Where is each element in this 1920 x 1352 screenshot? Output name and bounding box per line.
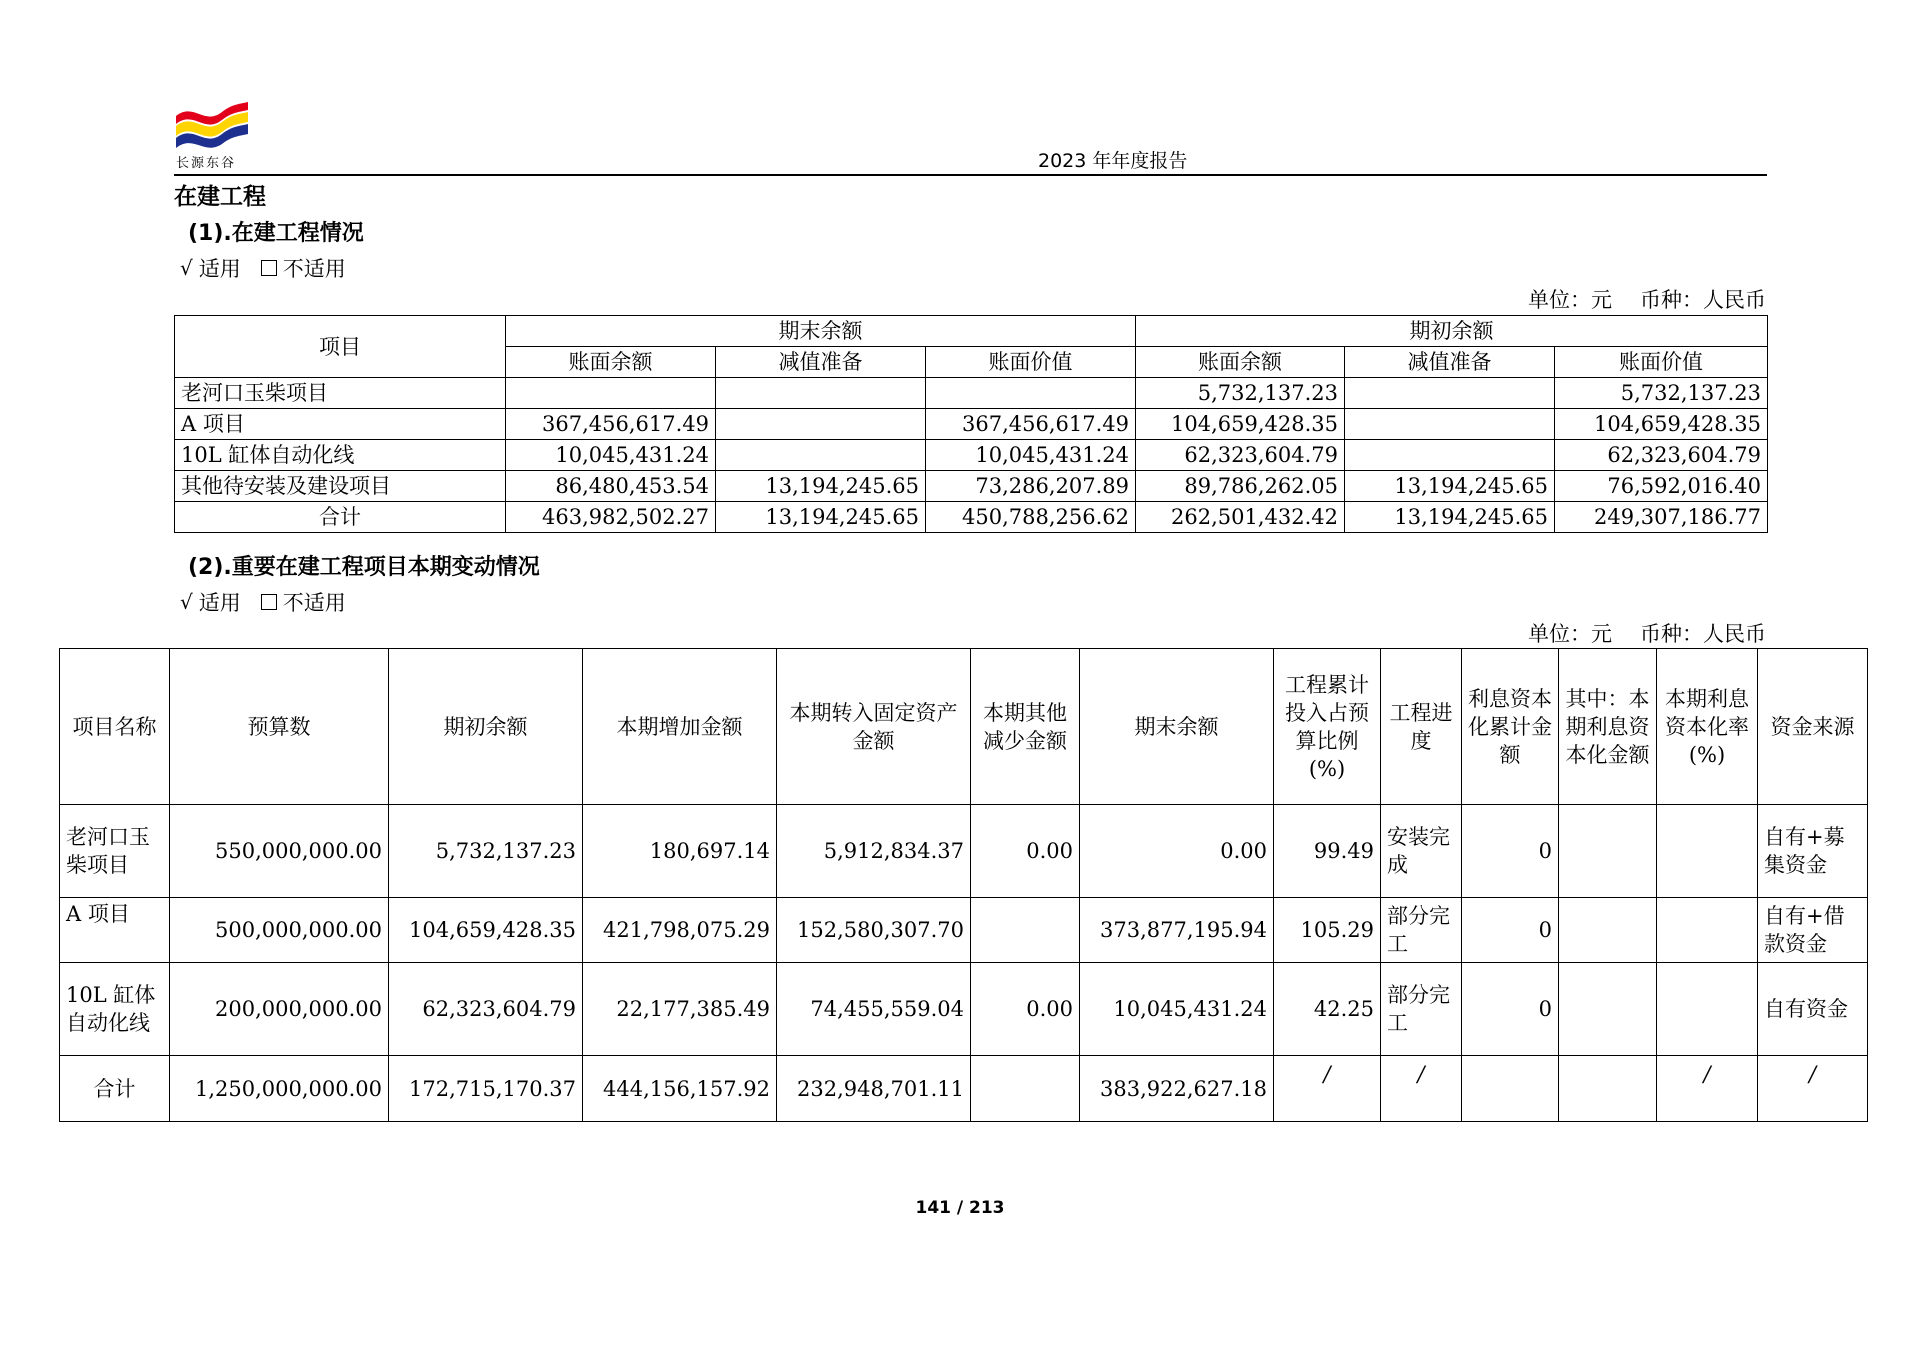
header-period-begin: 期初余额 bbox=[1136, 316, 1768, 347]
cell-source: / bbox=[1758, 1056, 1868, 1122]
cell: 10,045,431.24 bbox=[926, 440, 1136, 471]
row-name: A 项目 bbox=[60, 898, 170, 963]
table-row bbox=[175, 409, 1768, 440]
cell-ratio: 99.49 bbox=[1274, 805, 1381, 898]
cell-begin: 5,732,137.23 bbox=[389, 805, 583, 898]
cell: 62,323,604.79 bbox=[1555, 440, 1768, 471]
cell: 104,659,428.35 bbox=[1555, 409, 1768, 440]
header-interest-cumulative: 利息资本化累计金额 bbox=[1462, 649, 1559, 805]
cell-interest-cum: 0 bbox=[1462, 963, 1559, 1056]
cell bbox=[926, 378, 1136, 409]
cell: 13,194,245.65 bbox=[1345, 502, 1555, 533]
section-title: 在建工程 bbox=[174, 184, 266, 210]
header-end-balance: 期末余额 bbox=[1080, 649, 1274, 805]
cell: 76,592,016.40 bbox=[1555, 471, 1768, 502]
header-other-decrease: 本期其他减少金额 bbox=[971, 649, 1080, 805]
cell-interest-cur bbox=[1559, 898, 1657, 963]
cell bbox=[716, 378, 926, 409]
cell: 463,982,502.27 bbox=[506, 502, 716, 533]
cell-ratio: 42.25 bbox=[1274, 963, 1381, 1056]
header-interest-rate: 本期利息资本化率(%) bbox=[1657, 649, 1758, 805]
cell: 13,194,245.65 bbox=[1345, 471, 1555, 502]
row-name: 合计 bbox=[60, 1056, 170, 1122]
part1-heading: (1).在建工程情况 bbox=[188, 221, 364, 246]
cell-interest-cur bbox=[1559, 963, 1657, 1056]
cell bbox=[1345, 409, 1555, 440]
header-item: 项目 bbox=[175, 316, 506, 378]
header-sub: 减值准备 bbox=[716, 347, 926, 378]
cell-to-fixed: 152,580,307.70 bbox=[777, 898, 971, 963]
currency-label: 币种：人民币 bbox=[1640, 288, 1766, 312]
unit-label: 单位：元 bbox=[1528, 288, 1612, 312]
cell-budget: 200,000,000.00 bbox=[170, 963, 389, 1056]
table-row bbox=[175, 471, 1768, 502]
row-name: 10L 缸体自动化线 bbox=[175, 440, 506, 471]
cell-other-decrease: 0.00 bbox=[971, 963, 1080, 1056]
cell: 13,194,245.65 bbox=[716, 502, 926, 533]
cell-source: 自有+借款资金 bbox=[1758, 898, 1868, 963]
header-progress: 工程进度 bbox=[1381, 649, 1462, 805]
cell-increase: 22,177,385.49 bbox=[583, 963, 777, 1056]
header-begin-balance: 期初余额 bbox=[389, 649, 583, 805]
cell-budget: 500,000,000.00 bbox=[170, 898, 389, 963]
cell-source: 自有资金 bbox=[1758, 963, 1868, 1056]
header-budget: 预算数 bbox=[170, 649, 389, 805]
cell-increase: 444,156,157.92 bbox=[583, 1056, 777, 1122]
major-projects-table bbox=[59, 648, 1868, 1122]
cell-to-fixed: 5,912,834.37 bbox=[777, 805, 971, 898]
cell-end: 10,045,431.24 bbox=[1080, 963, 1274, 1056]
cell bbox=[1345, 378, 1555, 409]
part2-applicability bbox=[180, 587, 346, 617]
part1-applicability bbox=[180, 253, 346, 283]
cell-ratio: 105.29 bbox=[1274, 898, 1381, 963]
cell: 5,732,137.23 bbox=[1555, 378, 1768, 409]
not-applicable-label: 不适用 bbox=[282, 591, 346, 615]
page-number: 141 / 213 bbox=[915, 1198, 1005, 1218]
row-name: A 项目 bbox=[175, 409, 506, 440]
cell-interest-cur bbox=[1559, 805, 1657, 898]
cell-progress: 部分完工 bbox=[1381, 963, 1462, 1056]
logo-waves-icon bbox=[176, 98, 248, 152]
table-row bbox=[60, 805, 1868, 898]
cell: 249,307,186.77 bbox=[1555, 502, 1768, 533]
cell-source: 自有+募集资金 bbox=[1758, 805, 1868, 898]
cell-progress: / bbox=[1381, 1056, 1462, 1122]
row-name: 10L 缸体自动化线 bbox=[60, 963, 170, 1056]
header-budget-ratio: 工程累计投入占预算比例(%) bbox=[1274, 649, 1381, 805]
currency-label: 币种：人民币 bbox=[1640, 622, 1766, 646]
construction-status-table bbox=[174, 315, 1768, 533]
header-to-fixed-assets: 本期转入固定资产金额 bbox=[777, 649, 971, 805]
row-name: 老河口玉柴项目 bbox=[60, 805, 170, 898]
cell: 10,045,431.24 bbox=[506, 440, 716, 471]
applicable-label: 适用 bbox=[198, 257, 241, 281]
header-increase: 本期增加金额 bbox=[583, 649, 777, 805]
table-row bbox=[175, 378, 1768, 409]
empty-checkbox-icon bbox=[261, 594, 277, 610]
cell-interest-cur bbox=[1559, 1056, 1657, 1122]
header-sub: 账面余额 bbox=[506, 347, 716, 378]
cell-budget: 550,000,000.00 bbox=[170, 805, 389, 898]
header-fund-source: 资金来源 bbox=[1758, 649, 1868, 805]
cell-other-decrease bbox=[971, 898, 1080, 963]
cell-interest-cum bbox=[1462, 1056, 1559, 1122]
header-sub: 账面价值 bbox=[926, 347, 1136, 378]
empty-checkbox-icon bbox=[261, 260, 277, 276]
cell-interest-rate bbox=[1657, 805, 1758, 898]
cell-interest-rate bbox=[1657, 963, 1758, 1056]
header-project-name: 项目名称 bbox=[60, 649, 170, 805]
cell-begin: 62,323,604.79 bbox=[389, 963, 583, 1056]
cell: 86,480,453.54 bbox=[506, 471, 716, 502]
cell-increase: 180,697.14 bbox=[583, 805, 777, 898]
header-sub: 账面余额 bbox=[1136, 347, 1345, 378]
table-total-row bbox=[60, 1056, 1868, 1122]
header-period-end: 期末余额 bbox=[506, 316, 1136, 347]
cell-begin: 172,715,170.37 bbox=[389, 1056, 583, 1122]
header-divider bbox=[174, 174, 1767, 176]
report-title: 2023 年年度报告 bbox=[1038, 150, 1188, 172]
cell-interest-cum: 0 bbox=[1462, 898, 1559, 963]
cell-progress: 部分完工 bbox=[1381, 898, 1462, 963]
part1-unit-line bbox=[1500, 284, 1766, 314]
cell-end: 0.00 bbox=[1080, 805, 1274, 898]
part2-unit-line bbox=[1500, 618, 1766, 648]
checkmark-icon: √ bbox=[180, 256, 193, 280]
checkmark-icon: √ bbox=[180, 590, 193, 614]
cell bbox=[506, 378, 716, 409]
cell-increase: 421,798,075.29 bbox=[583, 898, 777, 963]
part2-heading: (2).重要在建工程项目本期变动情况 bbox=[188, 555, 540, 580]
cell: 5,732,137.23 bbox=[1136, 378, 1345, 409]
table-total-row bbox=[175, 502, 1768, 533]
unit-label: 单位：元 bbox=[1528, 622, 1612, 646]
table-row bbox=[175, 440, 1768, 471]
logo-text: 长源东谷 bbox=[176, 156, 237, 171]
cell-interest-rate: / bbox=[1657, 1056, 1758, 1122]
cell bbox=[716, 440, 926, 471]
header-interest-current: 其中：本期利息资本化金额 bbox=[1559, 649, 1657, 805]
table-row bbox=[60, 898, 1868, 963]
cell-progress: 安装完成 bbox=[1381, 805, 1462, 898]
cell bbox=[1345, 440, 1555, 471]
cell-begin: 104,659,428.35 bbox=[389, 898, 583, 963]
cell-interest-rate bbox=[1657, 898, 1758, 963]
cell: 73,286,207.89 bbox=[926, 471, 1136, 502]
cell-to-fixed: 74,455,559.04 bbox=[777, 963, 971, 1056]
cell: 367,456,617.49 bbox=[506, 409, 716, 440]
cell-ratio: / bbox=[1274, 1056, 1381, 1122]
cell-other-decrease bbox=[971, 1056, 1080, 1122]
cell-other-decrease: 0.00 bbox=[971, 805, 1080, 898]
row-name: 合计 bbox=[175, 502, 506, 533]
cell: 367,456,617.49 bbox=[926, 409, 1136, 440]
row-name: 其他待安装及建设项目 bbox=[175, 471, 506, 502]
company-logo bbox=[176, 98, 248, 170]
not-applicable-label: 不适用 bbox=[282, 257, 346, 281]
table-row bbox=[60, 963, 1868, 1056]
header-sub: 减值准备 bbox=[1345, 347, 1555, 378]
cell bbox=[716, 409, 926, 440]
applicable-label: 适用 bbox=[198, 591, 241, 615]
cell: 89,786,262.05 bbox=[1136, 471, 1345, 502]
row-name: 老河口玉柴项目 bbox=[175, 378, 506, 409]
cell: 62,323,604.79 bbox=[1136, 440, 1345, 471]
cell: 104,659,428.35 bbox=[1136, 409, 1345, 440]
cell: 450,788,256.62 bbox=[926, 502, 1136, 533]
cell-budget: 1,250,000,000.00 bbox=[170, 1056, 389, 1122]
cell-end: 383,922,627.18 bbox=[1080, 1056, 1274, 1122]
cell-to-fixed: 232,948,701.11 bbox=[777, 1056, 971, 1122]
cell: 262,501,432.42 bbox=[1136, 502, 1345, 533]
header-sub: 账面价值 bbox=[1555, 347, 1768, 378]
cell-interest-cum: 0 bbox=[1462, 805, 1559, 898]
cell: 13,194,245.65 bbox=[716, 471, 926, 502]
cell-end: 373,877,195.94 bbox=[1080, 898, 1274, 963]
